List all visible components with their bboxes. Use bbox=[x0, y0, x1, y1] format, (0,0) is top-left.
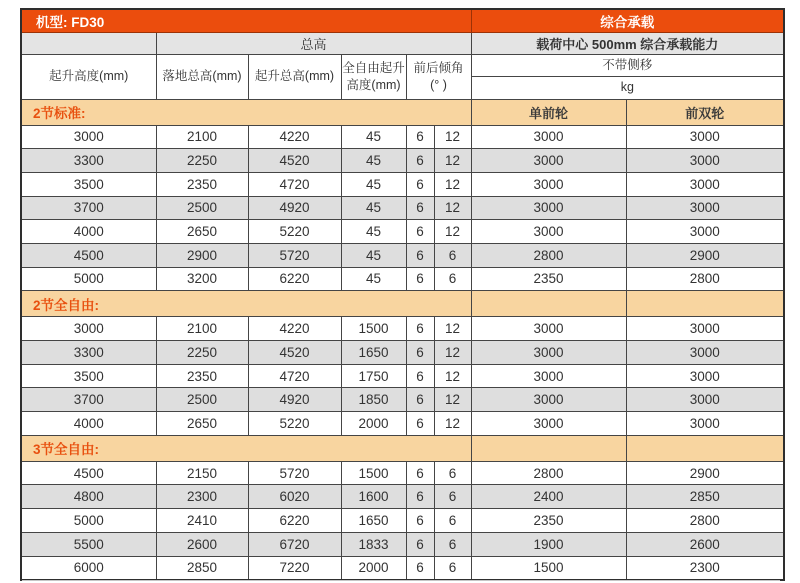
table-cell: 1750 bbox=[341, 364, 406, 388]
table-cell: 3000 bbox=[626, 220, 784, 244]
table-cell: 6 bbox=[406, 243, 434, 267]
table-cell: 2350 bbox=[156, 364, 248, 388]
table-cell: 3000 bbox=[471, 196, 626, 220]
table-cell: 12 bbox=[434, 149, 471, 173]
table-cell: 45 bbox=[341, 125, 406, 149]
table-cell: 6 bbox=[434, 243, 471, 267]
section-band-cell bbox=[626, 435, 784, 461]
table-cell: 2650 bbox=[156, 412, 248, 436]
table-cell: 3000 bbox=[471, 364, 626, 388]
table-cell: 4720 bbox=[248, 364, 341, 388]
table-row bbox=[21, 125, 784, 149]
table-cell: 2350 bbox=[471, 267, 626, 291]
table-cell: 3000 bbox=[626, 125, 784, 149]
table-cell: 2500 bbox=[156, 196, 248, 220]
table-cell: 2300 bbox=[156, 485, 248, 509]
table-cell: 6 bbox=[406, 364, 434, 388]
table-cell: 3500 bbox=[21, 172, 156, 196]
table-cell: 12 bbox=[434, 388, 471, 412]
section-label: 2节标准: bbox=[21, 99, 471, 125]
table-cell: 6 bbox=[406, 556, 434, 580]
col-ground-total-height: 落地总高(mm) bbox=[156, 54, 248, 99]
table-cell: 2250 bbox=[156, 149, 248, 173]
table-cell: 6 bbox=[406, 172, 434, 196]
table-cell: 45 bbox=[341, 243, 406, 267]
table-cell: 2350 bbox=[156, 172, 248, 196]
table-cell: 3000 bbox=[626, 172, 784, 196]
table-cell: 45 bbox=[341, 196, 406, 220]
table-cell: 2300 bbox=[626, 556, 784, 580]
table-cell: 3300 bbox=[21, 341, 156, 365]
table-cell: 4000 bbox=[21, 412, 156, 436]
table-cell: 2000 bbox=[341, 412, 406, 436]
model-title: 机型: FD30 bbox=[21, 9, 471, 32]
table-body bbox=[21, 9, 784, 580]
table-cell: 1500 bbox=[341, 317, 406, 341]
table-cell: 7220 bbox=[248, 556, 341, 580]
section-label: 2节全自由: bbox=[21, 291, 471, 317]
table-cell: 12 bbox=[434, 125, 471, 149]
table-cell: 4920 bbox=[248, 388, 341, 412]
table-cell: 6 bbox=[406, 317, 434, 341]
section-band-row bbox=[21, 435, 784, 461]
col-free-lift-height bbox=[341, 54, 406, 99]
table-row bbox=[21, 556, 784, 580]
spec-table bbox=[20, 8, 785, 581]
table-cell: 12 bbox=[434, 172, 471, 196]
table-cell: 4720 bbox=[248, 172, 341, 196]
table-cell: 3000 bbox=[626, 341, 784, 365]
col-lift-total-height: 起升总高(mm) bbox=[248, 54, 341, 99]
section-label: 3节全自由: bbox=[21, 435, 471, 461]
double-front-wheel-header: 前双轮 bbox=[626, 99, 784, 125]
cutoff-line bbox=[22, 580, 780, 581]
table-cell: 2900 bbox=[626, 461, 784, 485]
table-cell: 6 bbox=[406, 220, 434, 244]
table-cell: 45 bbox=[341, 172, 406, 196]
table-cell: 2800 bbox=[471, 461, 626, 485]
table-cell: 1650 bbox=[341, 341, 406, 365]
table-row bbox=[21, 220, 784, 244]
table-cell: 4500 bbox=[21, 243, 156, 267]
table-cell: 45 bbox=[341, 267, 406, 291]
table-cell: 3000 bbox=[471, 220, 626, 244]
table-row bbox=[21, 461, 784, 485]
section-band-cell bbox=[471, 435, 626, 461]
table-cell: 2650 bbox=[156, 220, 248, 244]
table-cell: 3200 bbox=[156, 267, 248, 291]
table-cell: 3000 bbox=[471, 388, 626, 412]
table-cell: 6 bbox=[406, 341, 434, 365]
table-cell: 3000 bbox=[626, 364, 784, 388]
table-cell: 2800 bbox=[626, 267, 784, 291]
table-cell: 1500 bbox=[341, 461, 406, 485]
table-cell: 6 bbox=[406, 412, 434, 436]
table-cell: 1850 bbox=[341, 388, 406, 412]
table-row bbox=[21, 532, 784, 556]
table-cell: 2850 bbox=[156, 556, 248, 580]
table-cell: 5720 bbox=[248, 461, 341, 485]
table-cell: 2400 bbox=[471, 485, 626, 509]
table-cell: 4920 bbox=[248, 196, 341, 220]
table-cell: 4800 bbox=[21, 485, 156, 509]
table-row bbox=[21, 364, 784, 388]
section-band-row bbox=[21, 291, 784, 317]
table-cell: 6220 bbox=[248, 267, 341, 291]
table-cell: 6 bbox=[406, 388, 434, 412]
table-cell: 5000 bbox=[21, 509, 156, 533]
table-cell: 2800 bbox=[626, 509, 784, 533]
table-cell: 1650 bbox=[341, 509, 406, 533]
combined-load-title: 综合承载 bbox=[471, 9, 784, 32]
table-cell: 3700 bbox=[21, 196, 156, 220]
title-row bbox=[21, 9, 784, 32]
table-cell: 5220 bbox=[248, 412, 341, 436]
table-cell: 6 bbox=[434, 556, 471, 580]
table-cell: 45 bbox=[341, 220, 406, 244]
table-cell: 3000 bbox=[21, 317, 156, 341]
table-cell: 6 bbox=[434, 509, 471, 533]
table-cell: 6 bbox=[434, 485, 471, 509]
table-cell: 2100 bbox=[156, 317, 248, 341]
subtitle-row bbox=[21, 32, 784, 54]
table-cell: 1900 bbox=[471, 532, 626, 556]
table-cell: 6 bbox=[434, 532, 471, 556]
table-cell: 2900 bbox=[156, 243, 248, 267]
table-cell: 6720 bbox=[248, 532, 341, 556]
table-cell: 3000 bbox=[471, 125, 626, 149]
table-cell: 2600 bbox=[156, 532, 248, 556]
table-row bbox=[21, 267, 784, 291]
table-cell: 2250 bbox=[156, 341, 248, 365]
table-cell: 3300 bbox=[21, 149, 156, 173]
table-cell: 12 bbox=[434, 341, 471, 365]
col-lift-height: 起升高度(mm) bbox=[21, 54, 156, 99]
table-cell: 5720 bbox=[248, 243, 341, 267]
section-band-cell bbox=[626, 291, 784, 317]
table-cell: 2500 bbox=[156, 388, 248, 412]
table-cell: 2410 bbox=[156, 509, 248, 533]
table-cell: 3000 bbox=[471, 172, 626, 196]
table-cell: 3000 bbox=[626, 388, 784, 412]
table-cell: 3000 bbox=[626, 317, 784, 341]
table-cell: 6 bbox=[406, 461, 434, 485]
table-cell: 3000 bbox=[471, 412, 626, 436]
table-cell: 4220 bbox=[248, 125, 341, 149]
table-cell: 2850 bbox=[626, 485, 784, 509]
table-row bbox=[21, 196, 784, 220]
table-cell: 6 bbox=[406, 267, 434, 291]
col-tilt-line2: (° ) bbox=[430, 77, 447, 92]
table-cell: 5500 bbox=[21, 532, 156, 556]
table-cell: 3700 bbox=[21, 388, 156, 412]
table-row bbox=[21, 243, 784, 267]
single-front-wheel-header: 单前轮 bbox=[471, 99, 626, 125]
table-row bbox=[21, 485, 784, 509]
table-cell: 5220 bbox=[248, 220, 341, 244]
table-cell: 12 bbox=[434, 220, 471, 244]
col-tilt-line1: 前后倾角 bbox=[413, 61, 464, 76]
table-cell: 3500 bbox=[21, 364, 156, 388]
overall-height-header: 总高 bbox=[156, 32, 471, 54]
table-row bbox=[21, 341, 784, 365]
empty-cell bbox=[21, 32, 156, 54]
table-cell: 6 bbox=[406, 509, 434, 533]
table-cell: 45 bbox=[341, 149, 406, 173]
table-cell: 3000 bbox=[21, 125, 156, 149]
table-cell: 12 bbox=[434, 364, 471, 388]
table-cell: 2100 bbox=[156, 125, 248, 149]
table-cell: 12 bbox=[434, 196, 471, 220]
table-cell: 1833 bbox=[341, 532, 406, 556]
load-center-header: 载荷中心 500mm 综合承载能力 bbox=[471, 32, 784, 54]
table-cell: 1600 bbox=[341, 485, 406, 509]
table-cell: 2900 bbox=[626, 243, 784, 267]
table-cell: 6 bbox=[406, 149, 434, 173]
table-row bbox=[21, 509, 784, 533]
table-row bbox=[21, 388, 784, 412]
table-cell: 4520 bbox=[248, 341, 341, 365]
table-cell: 3000 bbox=[626, 149, 784, 173]
col-tilt-angle bbox=[406, 54, 471, 99]
table-cell: 12 bbox=[434, 317, 471, 341]
table-row bbox=[21, 149, 784, 173]
table-cell: 6 bbox=[406, 532, 434, 556]
table-row bbox=[21, 317, 784, 341]
table-cell: 6 bbox=[406, 485, 434, 509]
table-cell: 6000 bbox=[21, 556, 156, 580]
no-sideshift-header: 不带侧移 bbox=[471, 54, 784, 76]
table-cell: 1500 bbox=[471, 556, 626, 580]
table-cell: 6220 bbox=[248, 509, 341, 533]
table-cell: 2800 bbox=[471, 243, 626, 267]
table-cell: 3000 bbox=[626, 196, 784, 220]
table-cell: 3000 bbox=[471, 149, 626, 173]
table-row bbox=[21, 172, 784, 196]
column-header-row bbox=[21, 54, 784, 76]
table-cell: 12 bbox=[434, 412, 471, 436]
table-cell: 2600 bbox=[626, 532, 784, 556]
table-cell: 6 bbox=[434, 267, 471, 291]
table-cell: 6 bbox=[406, 125, 434, 149]
col-free-lift-line2: 高度(mm) bbox=[346, 77, 401, 92]
unit-header: kg bbox=[471, 76, 784, 99]
table-cell: 2150 bbox=[156, 461, 248, 485]
col-free-lift-line1: 全自由起升 bbox=[342, 61, 405, 76]
table-row bbox=[21, 412, 784, 436]
table-cell: 5000 bbox=[21, 267, 156, 291]
section-band-cell bbox=[471, 291, 626, 317]
table-cell: 4000 bbox=[21, 220, 156, 244]
table-cell: 3000 bbox=[626, 412, 784, 436]
table-cell: 2350 bbox=[471, 509, 626, 533]
table-cell: 4220 bbox=[248, 317, 341, 341]
table-cell: 3000 bbox=[471, 341, 626, 365]
table-cell: 4520 bbox=[248, 149, 341, 173]
table-cell: 4500 bbox=[21, 461, 156, 485]
table-cell: 6 bbox=[434, 461, 471, 485]
table-cell: 6 bbox=[406, 196, 434, 220]
table-cell: 3000 bbox=[471, 317, 626, 341]
table-cell: 2000 bbox=[341, 556, 406, 580]
section-band-row bbox=[21, 99, 784, 125]
table-cell: 6020 bbox=[248, 485, 341, 509]
